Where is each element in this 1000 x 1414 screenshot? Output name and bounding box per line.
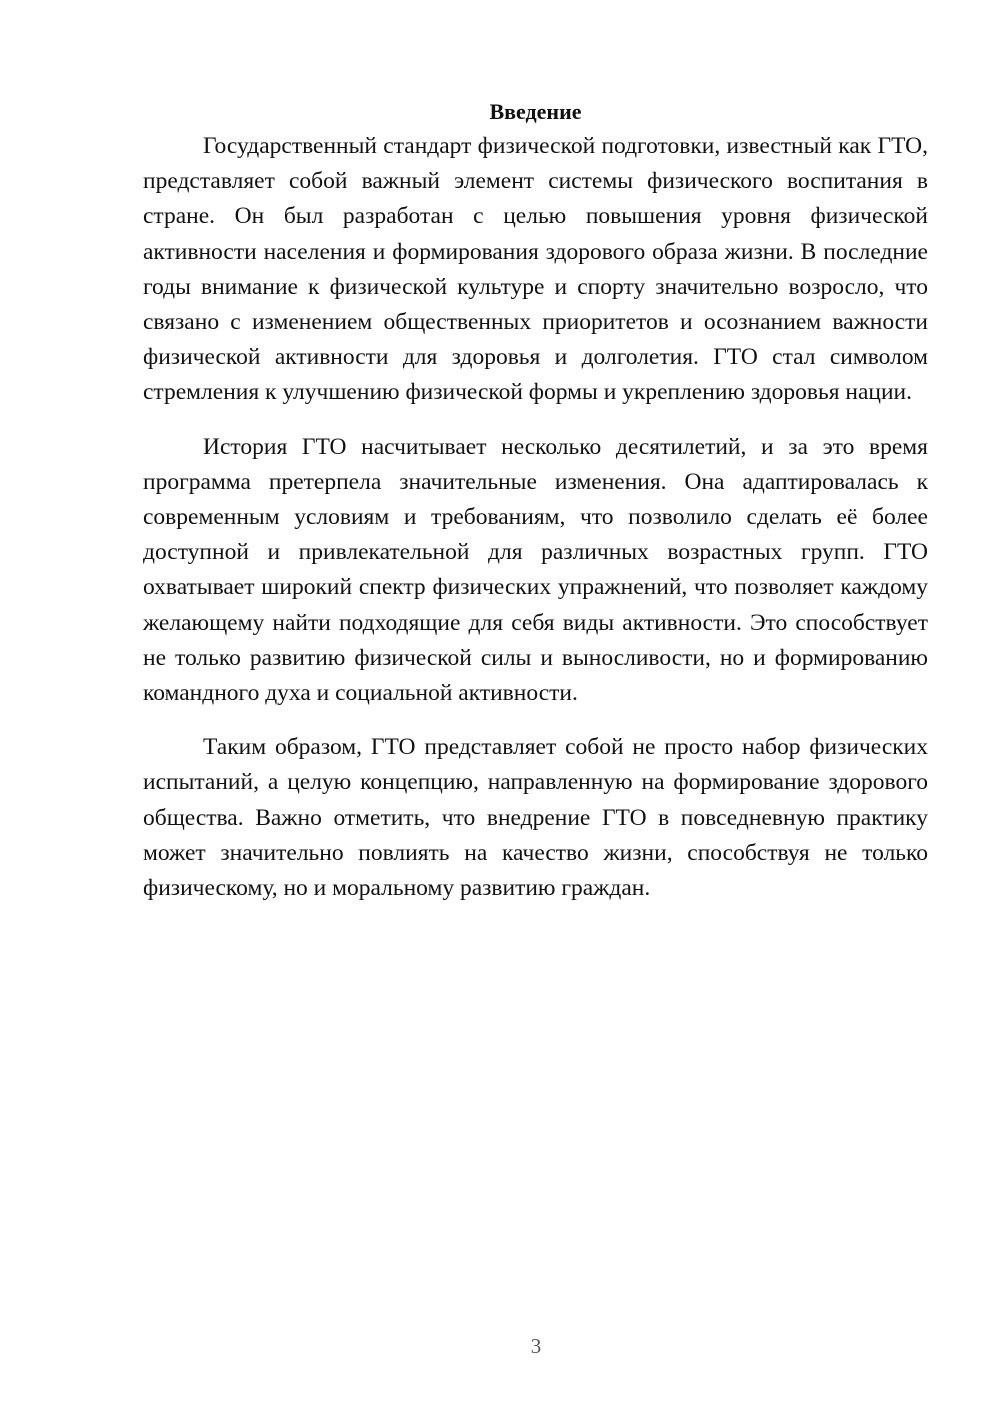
paragraph-1: Государственный стандарт физической подготовки, известный как ГТО, представляет собой важный элемент системы физического воспитания в стране. Он был разработан с целью повышения уровня физической активности населения и формирования здорового образа жизни. В последние годы внимание к физической культуре и спорту значительно возросло, что связано с изменением общественных приоритетов и осознанием важности физической активности для здоровья и долголетия. ГТО стал символом стремления к улучшению физической формы и укреплению здоровья нации. (143, 133, 928, 406)
page-number: 3 (530, 1334, 542, 1358)
section-title: Введение (489, 99, 582, 124)
page-body (143, 94, 928, 906)
paragraph-3: Таким образом, ГТО представляет собой не просто набор физических испытаний, а целую концепцию, направленную на формирование здорового общества. Важно отметить, что внедрение ГТО в повседневную практику может значительно повлиять на качество жизни, способствуя не только физическому, но и моральному развитию граждан. (143, 734, 928, 902)
paragraph-2: История ГТО насчитывает несколько десятилетий, и за это время программа претерпела значительные изменения. Она адаптировалась к современным условиям и требованиям, что позволило сделать её более доступной и привлекательной для различных возрастных групп. ГТО охватывает широкий спектр физических упражнений, что позволяет каждому желающему найти подходящие для себя виды активности. Это способствует не только развитию физической силы и выносливости, но и формированию командного духа и социальной активности. (143, 433, 928, 707)
